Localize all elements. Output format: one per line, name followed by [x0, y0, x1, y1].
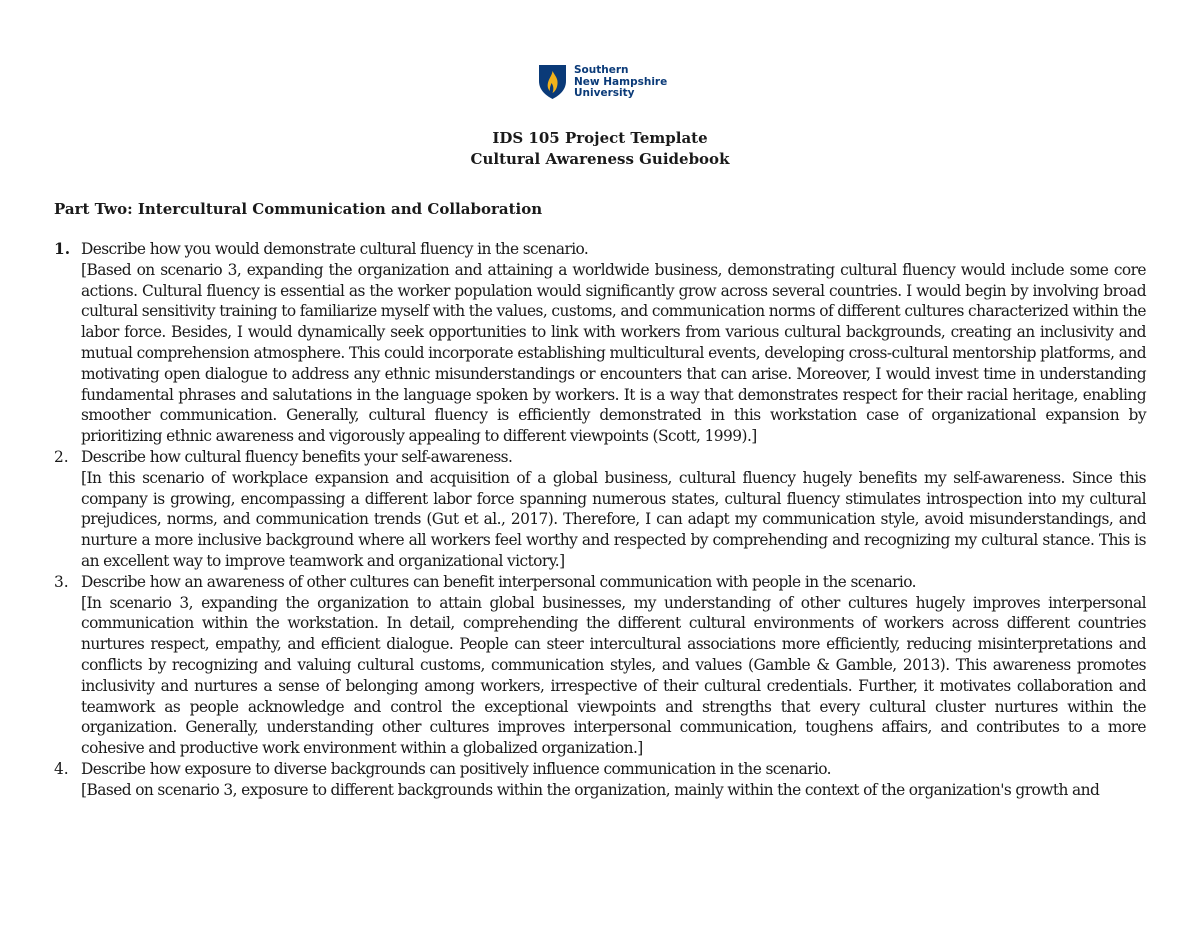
item-question: Describe how you would demonstrate cultural fluency in the scenario.: [81, 240, 589, 258]
item-question: Describe how cultural fluency benefits your self-awareness.: [81, 447, 513, 466]
item-number: 4.: [54, 759, 69, 778]
university-logo: [538, 64, 667, 100]
item-answer: [Based on scenario 3, expanding the organization and attaining a worldwide business, demonstrating cultural fluency would include some core actions. Cultural fluency is essential as the worker population would significantly grow across several countries. I would begin by involving broad cultural sensitivity training to familiarize myself with the values, customs, and communication norms of different cultures characterized within the labor force. Besides, I would dynamically seek opportunities to link with workers from various cultural backgrounds, creating an inclusivity and mutual comprehension atmosphere. This could incorporate establishing multicultural events, developing cross-cultural mentorship platforms, and motivating open dialogue to address any ethnic misunderstandings or encounters that can arise. Moreover, I would invest time in understanding fundamental phrases and salutations in the language spoken by workers. It is a way that demonstrates respect for their racial heritage, enabling smoother communication. Generally, cultural fluency is efficiently demonstrated in this workstation case of organizational expansion by prioritizing ethnic awareness and vigorously appealing to different viewpoints (Scott, 1999).]: [81, 260, 1146, 446]
item-number: 2.: [54, 447, 69, 466]
item-question: Describe how exposure to diverse backgrounds can positively influence communication in the scenario.: [81, 759, 831, 778]
item-answer: [In this scenario of workplace expansion and acquisition of a global business, cultural fluency hugely benefits my self-awareness. Since this company is growing, encompassing a different labor force spanning numerous states, cultural fluency stimulates introspection into my cultural prejudices, norms, and communication trends (Gut et al., 2017). Therefore, I can adapt my communication style, avoid misunderstandings, and nurture a more inclusive background where all workers feel worthy and respected by comprehending and recognizing my cultural stance. This is an excellent way to improve teamwork and organizational victory.]: [81, 468, 1146, 570]
question-list: [54, 239, 1146, 801]
item-number: 1.: [54, 240, 71, 258]
question-item-3: [54, 572, 1146, 759]
item-answer: [In scenario 3, expanding the organization to attain global businesses, my understanding of other cultures hugely improves interpersonal communication within the workstation. In detail, comprehending the different cultural environments of workers across different countries nurtures respect, empathy, and efficient dialogue. People can steer intercultural associations more efficiently, reducing misinterpretations and conflicts by recognizing and valuing cultural customs, communication styles, and values (Gamble & Gamble, 2013). This awareness promotes inclusivity and nurtures a sense of belonging among workers, irrespective of their cultural credentials. Further, it motivates collaboration and teamwork as people acknowledge and control the exceptional viewpoints and strengths that every cultural cluster nurtures within the organization. Generally, understanding other cultures improves interpersonal communication, toughens affairs, and contributes to a more cohesive and productive work environment within a globalized organization.]: [81, 593, 1146, 758]
question-item-1: [54, 239, 1146, 447]
title-line-1: IDS 105 Project Template: [492, 129, 708, 147]
logo-line-3: University: [574, 87, 635, 99]
title-line-2: Cultural Awareness Guidebook: [470, 150, 730, 168]
item-answer: [Based on scenario 3, exposure to different backgrounds within the organization, mainly within the context of the organization's growth and: [81, 780, 1100, 799]
item-number: 3.: [54, 572, 69, 591]
logo-wordmark: [574, 65, 667, 100]
logo-line-2: New Hampshire: [574, 75, 668, 88]
document-title: [0, 128, 1200, 170]
item-question: Describe how an awareness of other cultures can benefit interpersonal communication with people in the scenario.: [81, 572, 916, 591]
question-item-4: [54, 759, 1146, 801]
logo-line-1: Southern: [574, 64, 629, 76]
section-heading: Part Two: Intercultural Communication and Collaboration: [54, 200, 543, 218]
shield-flame-icon: [538, 64, 567, 100]
question-item-2: [54, 447, 1146, 572]
